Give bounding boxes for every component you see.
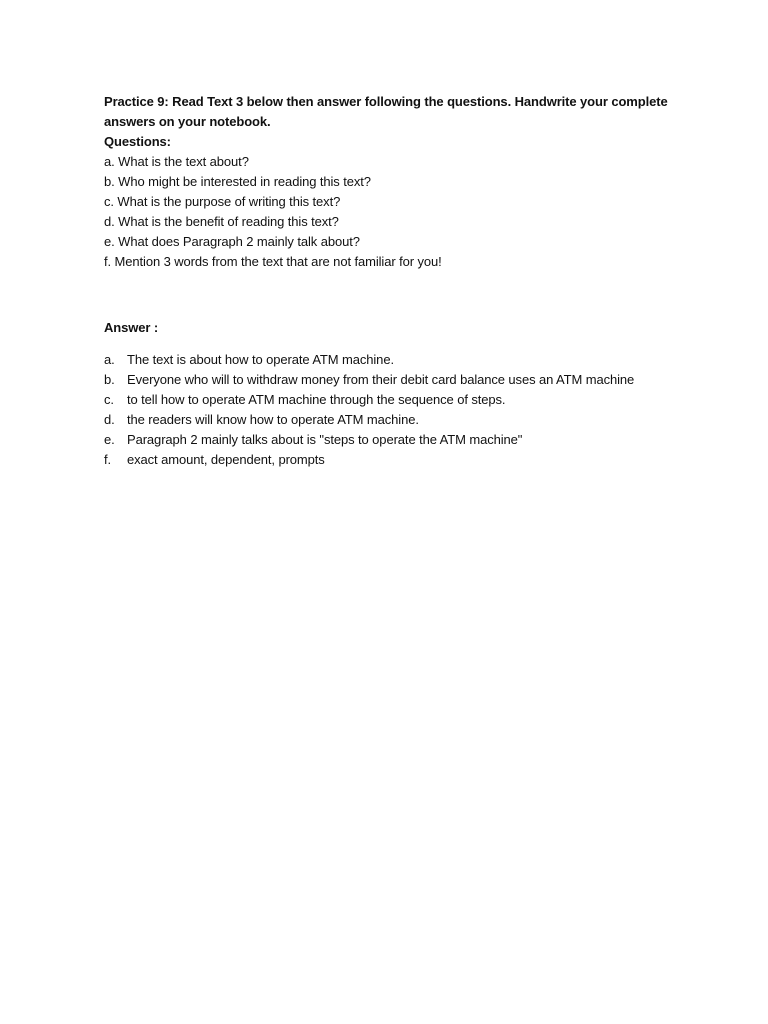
practice-title-line-1: Practice 9: Read Text 3 below then answer following the questions. Handwrite your complete	[104, 94, 668, 109]
answer-text: Paragraph 2 mainly talks about is "steps to operate the ATM machine"	[127, 432, 523, 447]
question-c: c. What is the purpose of writing this text?	[104, 194, 341, 209]
answer-item-b	[104, 370, 664, 390]
answer-item-f	[104, 450, 664, 470]
question-e: e. What does Paragraph 2 mainly talk about?	[104, 234, 360, 249]
answer-text: The text is about how to operate ATM machine.	[127, 352, 394, 367]
answers-list	[104, 350, 664, 470]
answer-letter: f.	[104, 452, 112, 467]
answer-item-a	[104, 350, 664, 370]
document-content	[104, 92, 668, 470]
questions-heading: Questions:	[104, 134, 171, 149]
question-b: b. Who might be interested in reading this text?	[104, 174, 371, 189]
practice-title-line-2: answers on your notebook.	[104, 114, 271, 129]
answer-text: Everyone who will to withdraw money from their debit card balance uses an ATM machine	[127, 372, 635, 387]
answer-letter: c.	[104, 392, 114, 407]
answer-letter: e.	[104, 432, 115, 447]
answer-item-c	[104, 390, 664, 410]
answer-letter: b.	[104, 372, 115, 387]
answer-text: exact amount, dependent, prompts	[127, 452, 325, 467]
questions-list	[104, 152, 664, 272]
question-a: a. What is the text about?	[104, 154, 249, 169]
answer-item-e	[104, 430, 664, 450]
answer-text: to tell how to operate ATM machine through the sequence of steps.	[127, 392, 506, 407]
answer-item-d	[104, 410, 664, 430]
answer-heading: Answer :	[104, 320, 159, 335]
answer-text: the readers will know how to operate ATM machine.	[127, 412, 419, 427]
answer-letter: a.	[104, 352, 115, 367]
question-f: f. Mention 3 words from the text that are not familiar for you!	[104, 254, 442, 269]
answer-letter: d.	[104, 412, 115, 427]
question-d: d. What is the benefit of reading this text?	[104, 214, 339, 229]
